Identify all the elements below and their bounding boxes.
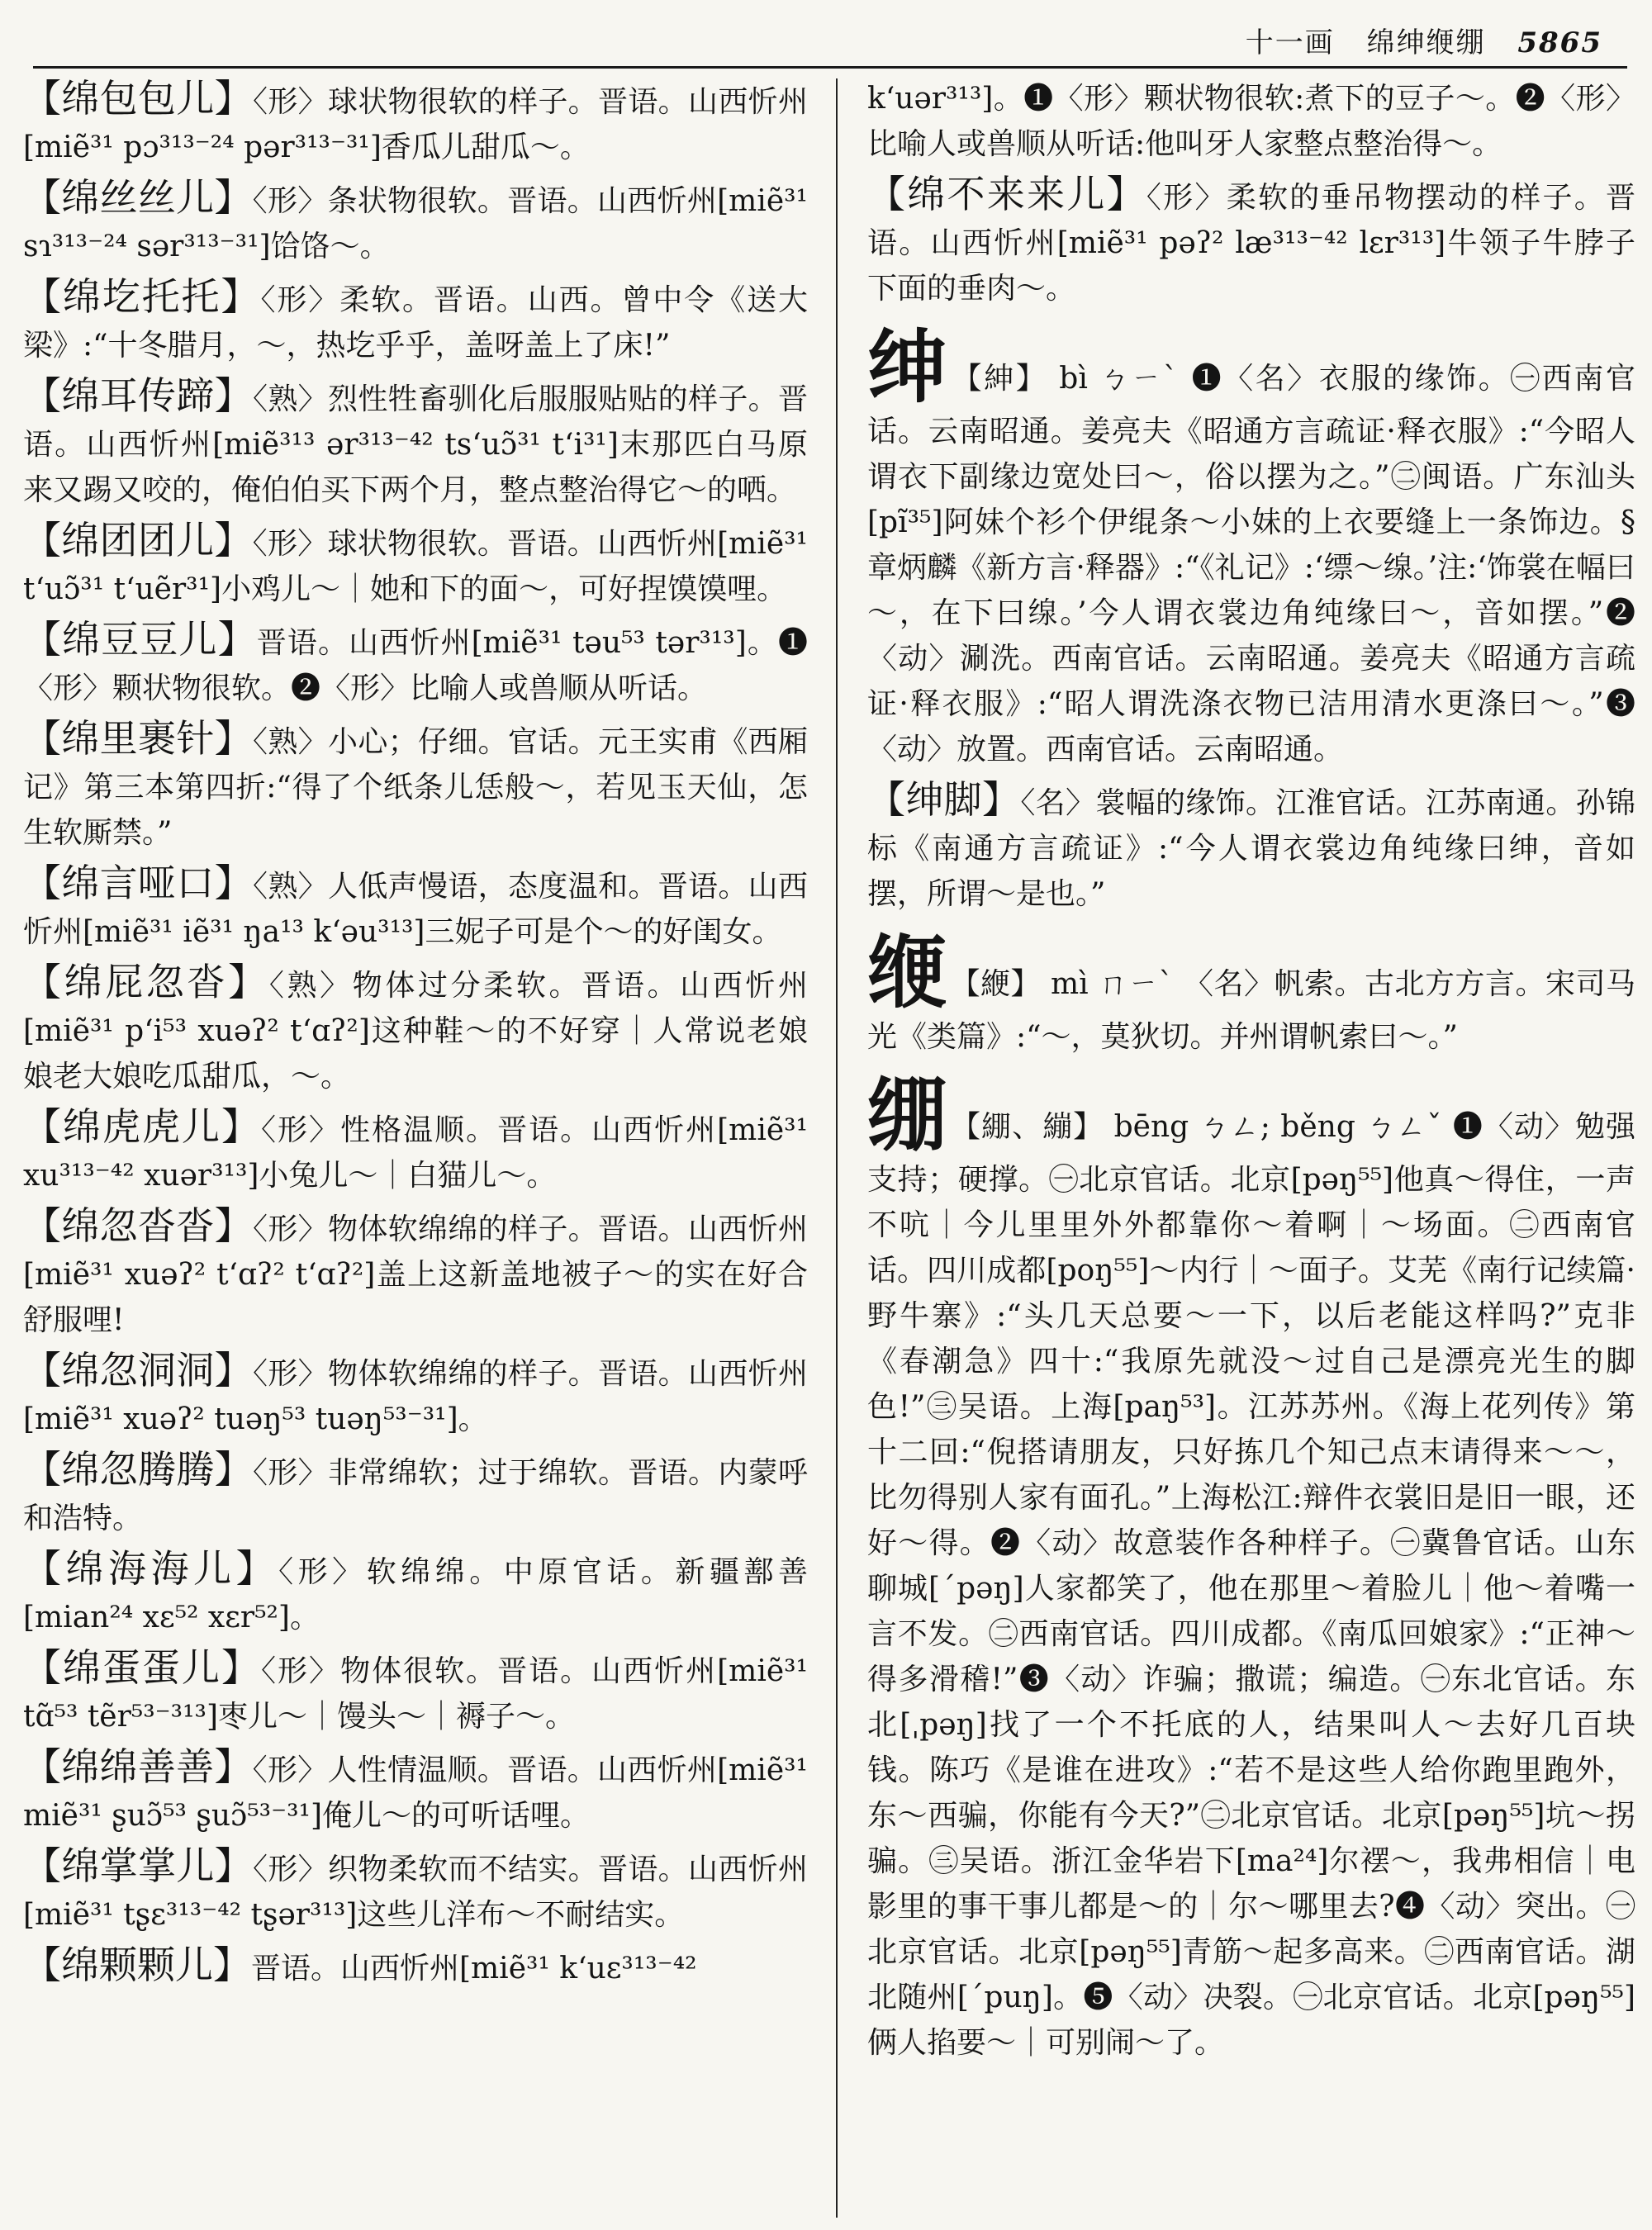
- dictionary-entry: [867, 926, 1635, 1060]
- entry-definition: 【綳、繃】 bēng ㄅㄥ; běng ㄅㄥˇ ❶〈动〉勉强支持；硬撑。㊀北京官话。北京[pəŋ⁵⁵]他真～得住，一声不吭｜今儿里里外外都靠你～着啊｜～场面。㊁西南官话。四川成都[poŋ⁵⁵]～内行｜～面子。艾芜《南行记续篇·野牛寨》:“头几天总要～一下，以后老能这样吗?”克非《春潮急》四十:“我原先就没～过自己是漂亮光生的脚色!”㊂吴语。上海[paŋ⁵³]。江苏苏州。《海上花列传》第十二回:“倪搭请朋友，只好拣几个知己点末请得来～～，比勿得别人家有面孔。”上海松江:辩件衣裳旧是旧一眼，还好～得。❷〈动〉故意装作各种样子。㊀冀鲁官话。山东聊城[ˊpəŋ]人家都笑了，他在那里～着脸儿｜他～着嘴一言不发。㊁西南官话。四川成都。《南瓜回娘家》:“正神～得多滑稽!”❸〈动〉诈骗；撒谎；编造。㊀东北官话。东北[ˌpəŋ]找了一个不托底的人，结果叫人～去好几百块钱。陈巧《是谁在进攻》:“若不是这些人给你跑里跑外，东～西骗，你能有今天?”㊁北京官话。北京[pəŋ⁵⁵]坑～拐骗。㊂吴语。浙江金华岩下[ma²⁴]尔䙓～，我弗相信｜电影里的事干事儿都是～的｜尔～哪里去?❹〈动〉突出。㊀北京官话。北京[pəŋ⁵⁵]青筋～起多高来。㊁西南官话。湖北随州[ˊpuŋ]。❺〈动〉决裂。㊀北京官话。北京[pəŋ⁵⁵]俩人掐要～｜可别闹～了。: [867, 1110, 1635, 2060]
- dictionary-entry: [23, 1203, 808, 1343]
- dictionary-entry: [23, 861, 808, 955]
- left-column: [23, 76, 808, 2213]
- entry-headword: 【绵虎虎儿】: [23, 1104, 262, 1149]
- page-header: [33, 8, 1627, 69]
- entry-definition: 【緶】 mì ㄇㄧˋ 〈名〉帆索。古北方方言。宋司马光《类篇》:“～，莫狄切。并州谓帆索曰～。”: [867, 967, 1635, 1054]
- entry-definition: 【紳】 bì ㄅㄧˋ ❶〈名〉衣服的缘饰。㊀西南官话。云南昭通。姜亮夫《昭通方言疏证·释衣服》:“今昭人谓衣下副缘边宽处曰～，俗以摆为之。”㊁闽语。广东汕头[pĩ³⁵]阿妹个衫个伊绲条～小妹的上衣要缝上一条饰边。§章炳麟《新方言·释器》:“《礼记》:‘缥～缐。’注:‘饰裳在幅曰～，在下曰缐。’今人谓衣裳边角纯缘曰～，音如摆。”❷〈动〉涮洗。西南官话。云南昭通。姜亮夫《昭通方言疏证·释衣服》:“昭人谓洗涤衣物已洁用清水更涤曰～。”❸〈动〉放置。西南官话。云南昭通。: [867, 362, 1635, 766]
- dictionary-entry: [867, 777, 1635, 917]
- entry-headword: 【绵忽沓沓】: [23, 1203, 253, 1248]
- entry-definition: 〈熟〉烈性牲畜驯化后服服贴贴的样子。晋语。山西忻州[miẽ³¹³ ər³¹³⁻⁴² tsʻuɔ̃³¹ tʻi³¹]末那匹白马原来又踢又咬的，俺伯伯买下两个月，整点整治得它～的哂。: [23, 382, 808, 507]
- header-chars: 绵绅缏绷: [1366, 26, 1486, 59]
- dictionary-entry: [23, 1943, 808, 1991]
- entry-headword: 缏: [867, 926, 947, 1019]
- entry-headword: 【绵言哑口】: [23, 861, 253, 905]
- dictionary-entry: [23, 76, 808, 170]
- entry-definition: 晋语。山西忻州[miẽ³¹ təu⁵³ tər³¹³]。❶〈形〉颗状物很软。❷〈形〉比喻人或兽顺从听话。: [23, 626, 808, 705]
- entry-definition: kʻuər³¹³]。❶〈形〉颗状物很软:煮下的豆子～。❷〈形〉比喻人或兽顺从听话:他叫牙人家整点整治得～。: [867, 82, 1635, 161]
- entry-definition: 〈名〉裳幅的缘饰。江淮官话。江苏南通。孙锦标《南通方言疏证》:“今人谓衣裳边角纯缘曰绅，音如摆，所谓～是也。”: [867, 786, 1635, 911]
- dictionary-entry: [23, 175, 808, 269]
- entry-headword: 【绵掌掌儿】: [23, 1843, 253, 1888]
- dictionary-entry: [23, 1744, 808, 1839]
- entry-definition: 晋语。山西忻州[miẽ³¹ kʻuɛ³¹³⁻⁴²: [251, 1952, 697, 1986]
- dictionary-entry: [23, 716, 808, 856]
- entry-headword: 【绵忽腾腾】: [23, 1447, 253, 1492]
- entry-headword: 【绵耳传蹄】: [23, 373, 253, 418]
- entry-definition: 〈形〉球状物很软的样子。晋语。山西忻州[miẽ³¹ pɔ³¹³⁻²⁴ pər³¹³⁻³¹]香瓜儿甜瓜～。: [23, 85, 808, 164]
- header-text: [1224, 20, 1602, 60]
- dictionary-entry: [23, 1546, 808, 1640]
- header-section: 十一画: [1245, 26, 1335, 59]
- dictionary-entry: [23, 518, 808, 612]
- entry-definition: 〈形〉性格温顺。晋语。山西忻州[miẽ³¹ xu³¹³⁻⁴² xuər³¹³]小兔儿～｜白猫儿～。: [23, 1113, 808, 1193]
- dictionary-entry: [23, 1348, 808, 1442]
- entry-headword: 【绅脚】: [867, 777, 1021, 822]
- dictionary-entry: [23, 1447, 808, 1541]
- entry-definition: 〈形〉球状物很软。晋语。山西忻州[miẽ³¹ tʻuɔ̃³¹ tʻuẽr³¹]小鸡儿～｜她和下的面～，可好捏馍馍哩。: [23, 527, 808, 606]
- dictionary-entry: [867, 76, 1635, 167]
- entry-definition: 〈熟〉小心；仔细。官话。元王实甫《西厢记》第三本第四折:“得了个纸条儿恁般～，若见玉天仙，怎生软厮禁。”: [23, 725, 808, 850]
- entry-definition: 〈熟〉人低声慢语，态度温和。晋语。山西忻州[miẽ³¹ iẽ³¹ ŋa¹³ kʻəu³¹³]三妮子可是个～的好闺女。: [23, 870, 808, 949]
- entry-definition: 〈形〉物体软绵绵的样子。晋语。山西忻州[miẽ³¹ xuəʔ² tʻɑʔ² tʻɑʔ²]盖上这新盖地被子～的实在好合舒服哩!: [23, 1212, 808, 1337]
- entry-headword: 绷: [867, 1069, 948, 1162]
- entry-headword: 【绵包包儿】: [23, 76, 253, 121]
- dictionary-entry: [23, 1104, 808, 1198]
- entry-headword: 【绵蛋蛋儿】: [23, 1645, 262, 1690]
- dictionary-entry: [867, 320, 1635, 772]
- entry-headword: 【绵里裹针】: [23, 716, 253, 761]
- entry-headword: 【绵颗颗儿】: [23, 1943, 251, 1987]
- dictionary-entry: [867, 172, 1635, 311]
- dictionary-entry: [23, 960, 808, 1099]
- dictionary-entry: [23, 1843, 808, 1938]
- entry-headword: 【绵丝丝儿】: [23, 175, 253, 220]
- entry-headword: 绅: [867, 320, 949, 414]
- entry-headword: 【绵绵善善】: [23, 1744, 253, 1789]
- dictionary-entry: [23, 1645, 808, 1739]
- entry-headword: 【绵海海儿】: [23, 1546, 279, 1591]
- entry-definition: 〈熟〉物体过分柔软。晋语。山西忻州[miẽ³¹ pʻi⁵³ xuəʔ² tʻɑʔ²]这种鞋～的不好穿｜人常说老娘娘老大娘吃瓜甜瓜，～。: [23, 969, 808, 1094]
- dictionary-entry: [23, 274, 808, 368]
- entry-definition: 〈形〉非常绵软；过于绵软。晋语。内蒙呼和浩特。: [23, 1456, 808, 1535]
- entry-definition: 〈形〉人性情温顺。晋语。山西忻州[miẽ³¹ miẽ³¹ ʂuɔ̃⁵³ ʂuɔ̃⁵³⁻³¹]俺儿～的可听话哩。: [23, 1753, 808, 1833]
- dictionary-entry: [23, 617, 808, 711]
- dictionary-entry: [23, 373, 808, 513]
- dictionary-entry: [867, 1069, 1635, 2066]
- entry-definition: 〈形〉织物柔软而不结实。晋语。山西忻州[miẽ³¹ tʂɛ³¹³⁻⁴² tʂər³¹³]这些儿洋布～不耐结实。: [23, 1853, 808, 1932]
- entry-definition: 〈形〉物体软绵绵的样子。晋语。山西忻州[miẽ³¹ xuəʔ² tuəŋ⁵³ tuəŋ⁵³⁻³¹]。: [23, 1357, 808, 1436]
- entry-headword: 【绵不来来儿】: [867, 172, 1146, 216]
- entry-definition: 〈形〉条状物很软。晋语。山西忻州[miẽ³¹ sɿ³¹³⁻²⁴ sər³¹³⁻³¹]饸饹～。: [23, 184, 808, 263]
- right-column: [867, 76, 1635, 2213]
- entry-definition: 〈形〉物体很软。晋语。山西忻州[miẽ³¹ tɑ̃⁵³ tẽr⁵³⁻³¹³]枣儿～｜馒头～｜褥子～。: [23, 1654, 808, 1734]
- entry-definition: 〈形〉柔软的垂吊物摆动的样子。晋语。山西忻州[miẽ³¹ pəʔ² læ³¹³⁻⁴² lɛr³¹³]牛领子牛脖子下面的垂肉～。: [867, 181, 1635, 306]
- page-number: 5865: [1517, 26, 1602, 59]
- entry-headword: 【绵豆豆儿】: [23, 617, 257, 662]
- column-divider: [836, 78, 838, 2218]
- entry-headword: 【绵团团儿】: [23, 518, 253, 562]
- entry-definition: 〈形〉软绵绵。中原官话。新疆鄯善[mian²⁴ xɛ⁵² xɛr⁵²]。: [23, 1555, 808, 1635]
- entry-headword: 【绵圪托托】: [23, 274, 261, 319]
- entry-headword: 【绵忽洞洞】: [23, 1348, 253, 1393]
- entry-definition: 〈形〉柔软。晋语。山西。曾中令《送大梁》:“十冬腊月，～，热圪乎乎，盖呀盖上了床!”: [23, 283, 808, 363]
- entry-headword: 【绵屁忽沓】: [23, 960, 269, 1004]
